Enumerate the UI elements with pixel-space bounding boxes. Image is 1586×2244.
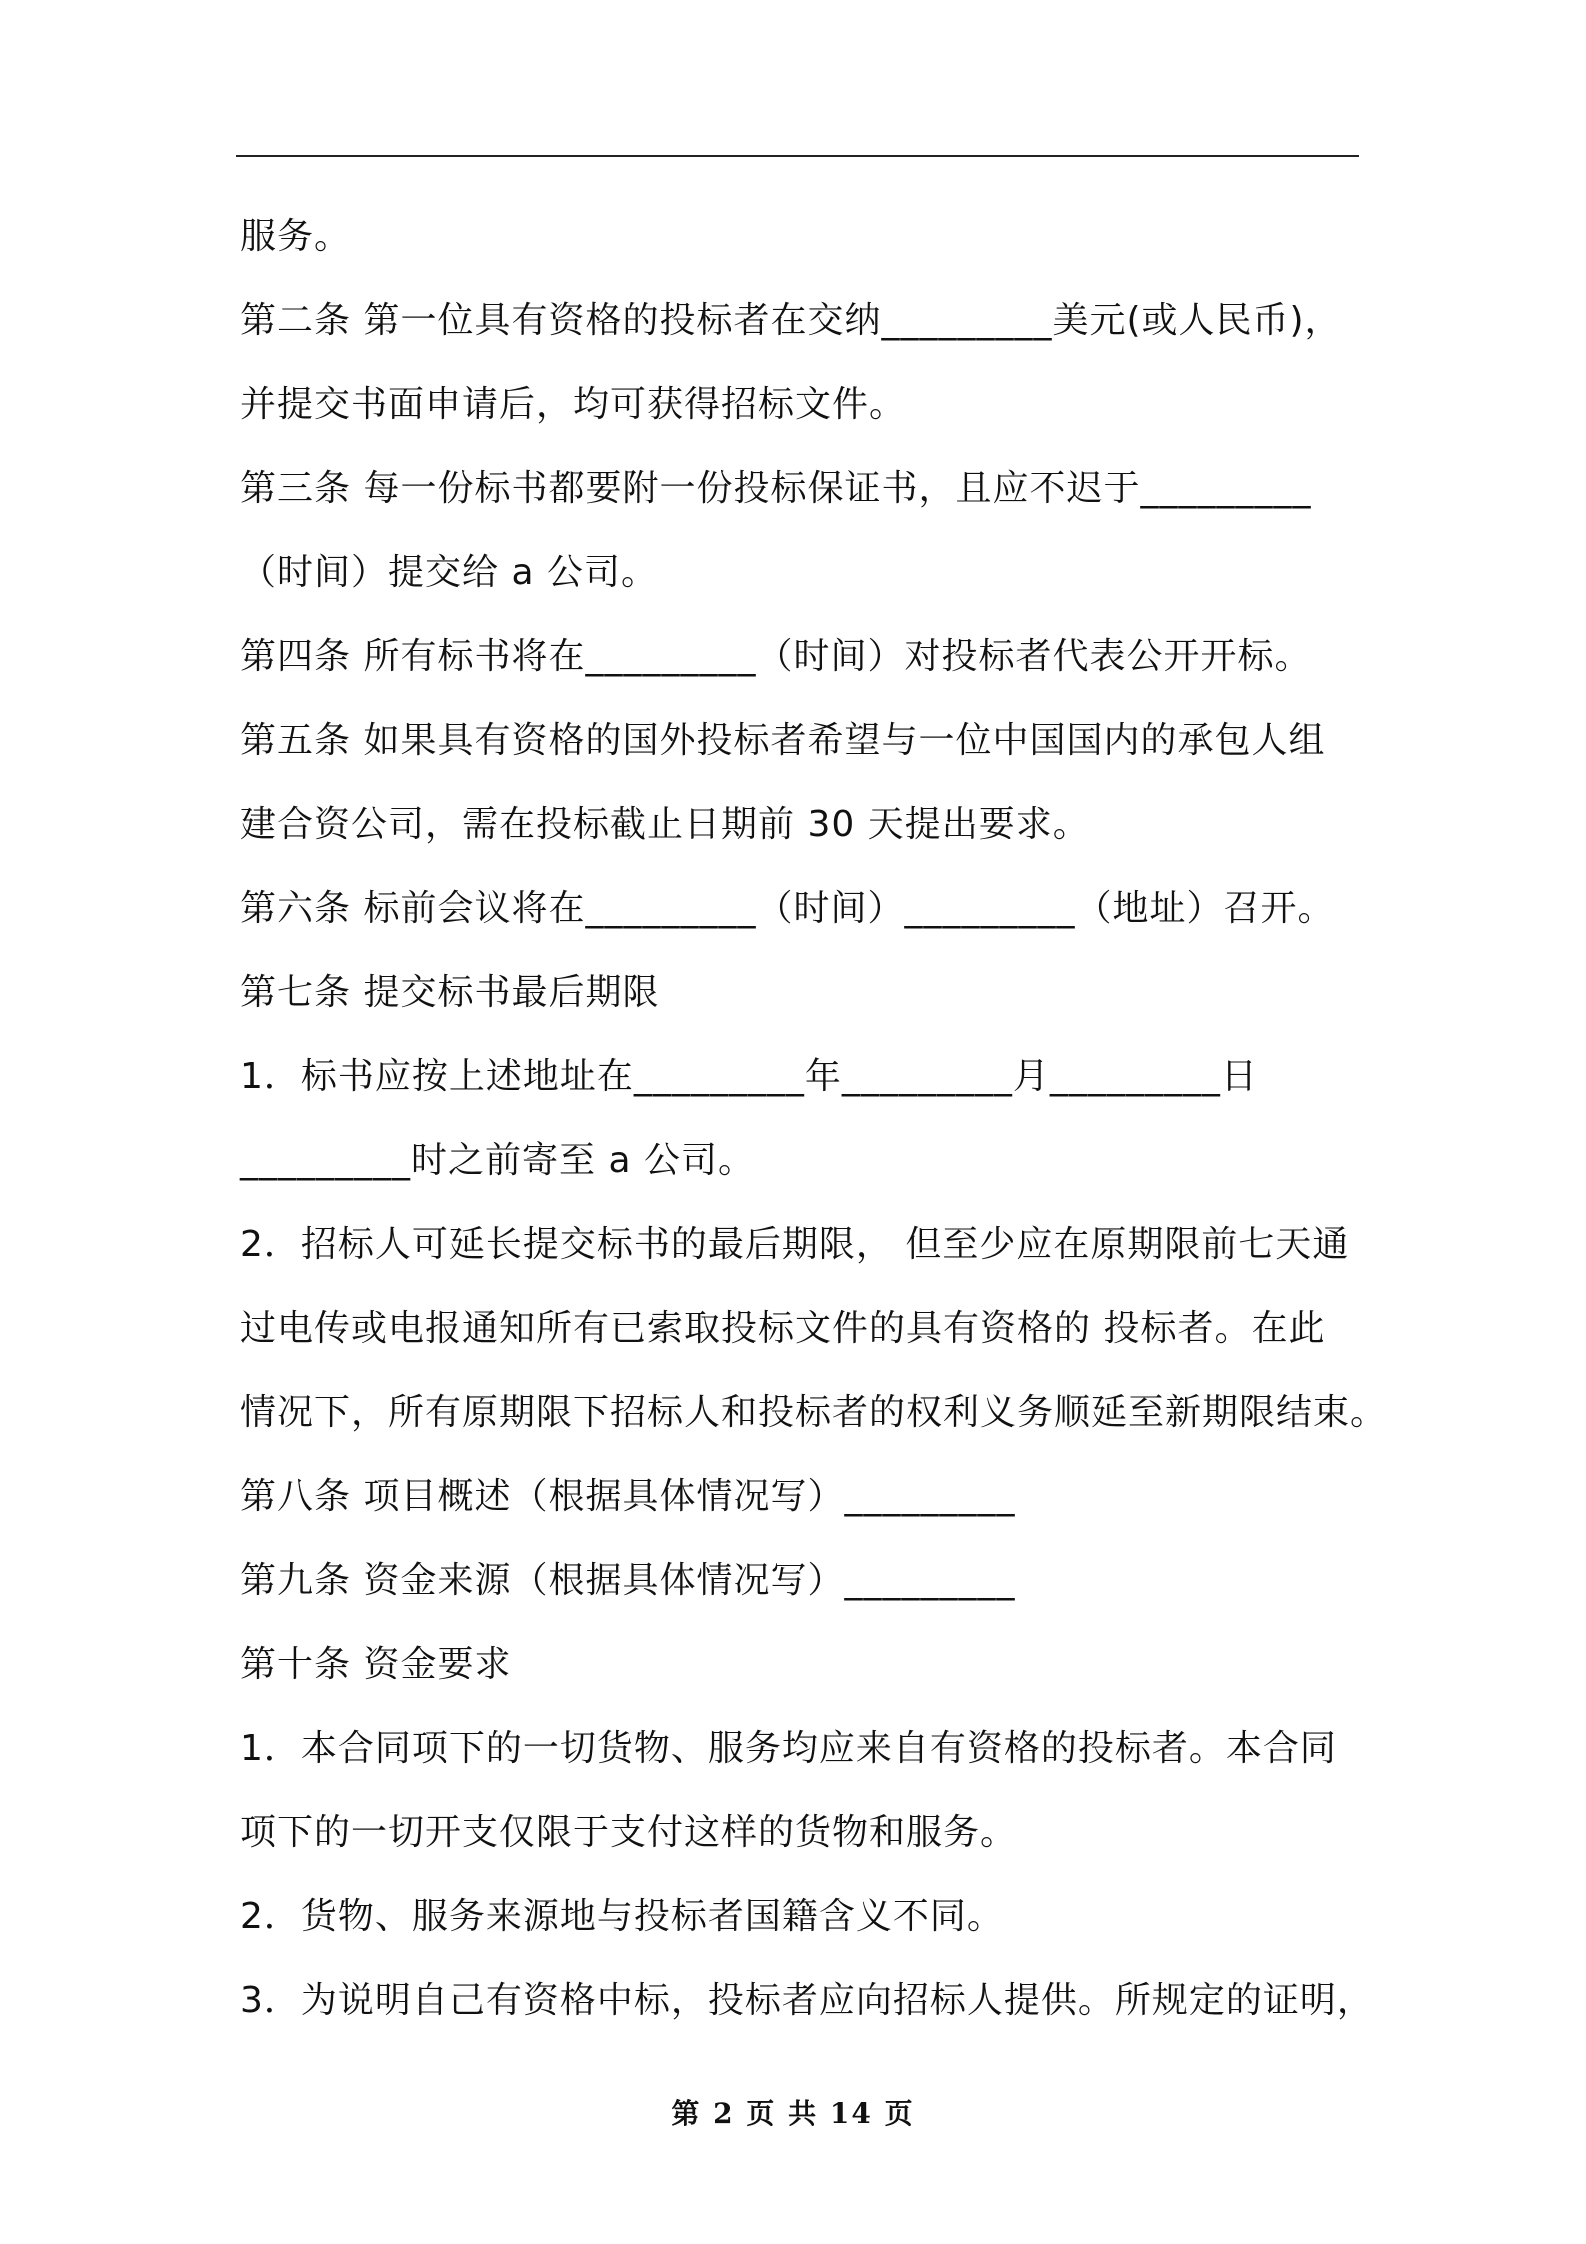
text-line: 2．货物、服务来源地与投标者国籍含义不同。: [240, 1896, 1004, 1937]
header-divider: [236, 155, 1359, 157]
text-line: 第二条 第一位具有资格的投标者在交纳_________美元(或人民币)，: [240, 300, 1342, 341]
text-line: 并提交书面申请后，均可获得招标文件。: [240, 384, 907, 425]
text-line: 服务。: [240, 216, 352, 257]
text-line: 第六条 标前会议将在_________（时间）_________（地址）召开。: [240, 888, 1335, 929]
text-line: 建合资公司，需在投标截止日期前 30 天提出要求。: [240, 804, 1090, 845]
text-line: （时间）提交给 a 公司。: [240, 552, 658, 593]
text-line: 2．招标人可延长提交标书的最后期限， 但至少应在原期限前七天通: [240, 1224, 1350, 1265]
page-number: 第 2 页 共 14 页: [671, 2097, 915, 2130]
text-line: 情况下，所有原期限下招标人和投标者的权利义务顺延至新期限结束。: [240, 1392, 1388, 1433]
text-line: 第三条 每一份标书都要附一份投标保证书，且应不迟于_________: [240, 468, 1312, 509]
text-line: 第五条 如果具有资格的国外投标者希望与一位中国国内的承包人组: [240, 720, 1326, 761]
document-body: [240, 195, 1388, 2043]
text-line: 第四条 所有标书将在_________（时间）对投标者代表公开开标。: [240, 636, 1312, 677]
text-line: 3．为说明自己有资格中标，投标者应向招标人提供。所规定的证明，: [240, 1980, 1374, 2021]
text-line: 第七条 提交标书最后期限: [240, 972, 660, 1013]
text-line: 1．标书应按上述地址在_________年_________月_________日: [240, 1056, 1258, 1097]
text-line: 第九条 资金来源（根据具体情况写）_________: [240, 1560, 1016, 1601]
text-line: 第十条 资金要求: [240, 1644, 512, 1685]
text-line: 项下的一切开支仅限于支付这样的货物和服务。: [240, 1812, 1018, 1853]
text-line: 过电传或电报通知所有已索取投标文件的具有资格的 投标者。在此: [240, 1308, 1326, 1349]
text-line: 第八条 项目概述（根据具体情况写）_________: [240, 1476, 1016, 1517]
text-line: _________时之前寄至 a 公司。: [240, 1140, 755, 1181]
text-line: 1．本合同项下的一切货物、服务均应来自有资格的投标者。本合同: [240, 1728, 1337, 1769]
